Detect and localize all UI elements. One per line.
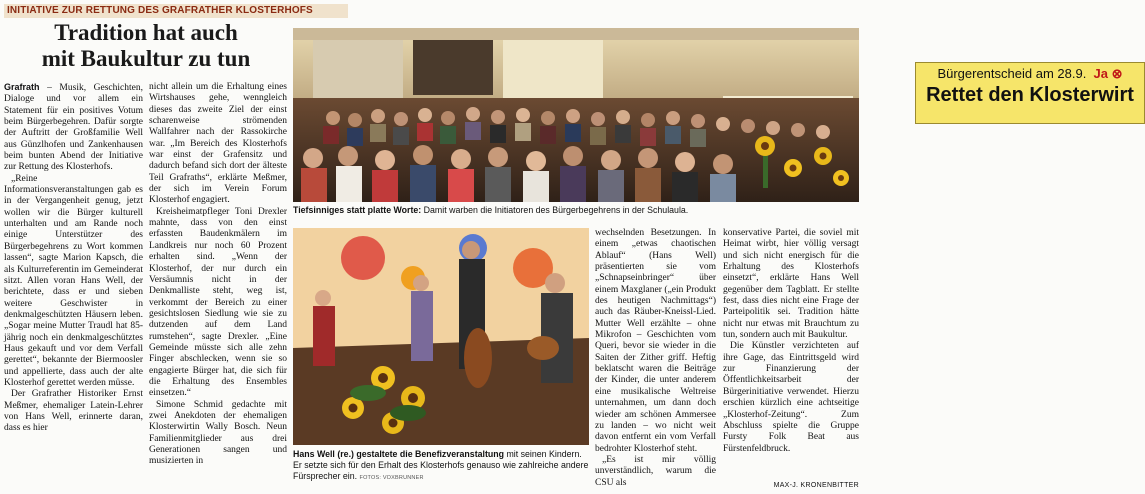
paragraph: Die Künstler verzichteten auf ihre Gage, das Eintrittsgeld wird zur Finanzierung der Öffentlichkeitsarbeit der Bürgerinitiative verwendet. Hierzu erschien kürzlich eine achtseitige „Klosterhof-Zeitung“. Zum Abschluss spielte die Gruppe Fursty Folk Beat aus Fürstenfeldbruck. [723,341,859,454]
musicians-photo-drawing [293,228,589,445]
paragraph: „Reine Informationsveranstaltungen gab es in der Vergangenheit genug, jetzt wollen wir die Bürger kulturell unterhalten und am Rande noch einige Unterstützer des Bürgerbegehrens zu Wort kommen lassen“, sagte Marion Kapsch, die als Kulturreferentin im Gemeinderat sitzt. Allen voran Hans Well, der berichtete, dass er und sieben weitere Geschwister in denkmalgeschützten Häusern leben. „Sogar meine Mutter Traudl hat 85-jährig noch ein denkmalgeschütztes Haus gekauft und vor dem Verfall gerettet“, bekannte der Biermoosler und appellierte, dass auch der alte Klosterhof gerettet werden müsse. [4,173,143,388]
headline-line-2: mit Baukultur zu tun [41,46,251,71]
banner-ja: Ja [1093,66,1109,81]
audience-photo-drawing [293,28,859,202]
banner-line-1: Bürgerentscheid am 28.9. Ja ⊗ [937,66,1123,81]
paragraph: Simone Schmid gedachte mit zwei Anekdoten der ehemaligen Klosterwirtin Wally Bosch. Neun Familienmitglieder aus drei Generationen sangen und musizierten in [149,399,287,467]
paragraph: Kreisheimatpfleger Toni Drexler mahnte, dass von den einst erfassten Baudenkmälern im Landkreis nur noch 60 Prozent erhalten sind. „Wenn der Klosterhof, der nur durch ein Versäumnis nicht in der Denkmalliste steht, weg ist, verkommt der Bereich zu einer gesichtslosen Siedlung wie sie zu dutzenden auf dem Land rumstehen“, sagte Drexler. „Eine Gemeinde müsste sich alle zehn Finger abschlecken, wenn sie so engagierte Bürger hat, die sich für die Erhaltung des Ensembles einsetzen.“ [149,206,287,399]
paragraph: konservative Partei, die soviel mit Heimat wirbt, hier völlig versagt und sich nicht energisch für die Erhaltung des Klosterhofs einsetzt“, erklärte Hans Well gegenüber dem Tagblatt. Er stellte fest, dass dies nicht eine Frage der Parteipolitik sei. Tradition hätte nicht nur etwas mit Brauchtum zu tun, sondern auch mit Baukultur. [723,228,859,341]
photo1-caption: Tiefsinniges statt platte Worte: Damit warben die Initiatoren des Bürgerbegehrens in der Schulaula. [293,205,689,215]
audience-photo [293,28,1134,202]
paragraph: Grafrath – Musik, Geschichten, Dialoge und vor allem ein Statement für ein positives Votum beim Bürgerbegehren. Dafür sorgte der Auftritt der Großfamilie Well aus Günzlhofen und Zankenhausen beim bunten Abend der Initiative zur Rettung des Klosterhofs. [4,82,143,173]
author-byline: MAX-J. KRONENBITTER [773,482,859,489]
campaign-banner [915,62,1145,124]
paragraph: wechselnden Besetzungen. In einem „etwas chaotischen Ablauf“ (Hans Well) präsentierten sie vom „Schnapseinbringer“ über einem Maxglaner („ein Produkt des heutigen Nachmittags“) auch das Räuber-Kneissl-Lied. Mutter Well erzählte – ohne Mikrofon – Geschichten vom Queri, bevor sie wieder in die Saiten der Zither griff. Heftig beklatscht waren die Beiträge der Kinder, die unter anderem eine musikalische Weltreise unternahmen, um dann doch wieder am schönen Ammersee zu landen – wo nicht weit davon entfernt ein vom Verfall bedrohter Klosterhof steht. [595,228,716,454]
headline-line-1: Tradition hat auch [54,20,238,45]
photo2-caption: Hans Well (re.) gestaltete die Benefizveranstaltung mit seinen Kindern. Er setzte sich für den Erhalt des Klosterhofs genauso wie zahlreiche andere Fürsprecher ein. FOTOS: VOXBRUNNER [293,449,589,481]
musicians-photo [293,228,589,445]
section-kicker: INITIATIVE ZUR RETTUNG DES GRAFRATHER KLOSTERHOFS [4,4,348,18]
article-column-2 [149,82,287,494]
cross-mark-icon: ⊗ [1111,66,1123,81]
paragraph: nicht allein um die Erhaltung eines Wirtshauses gehe, wenngleich dieses das zweite Ziel der einst scharenweise strömenden Wallfahrer nach der Rassokirche war. „Im Bereich des Klosterhofs war einst der Grafensitz und dadurch befand sich dort der älteste Teil Grafraths“, erklärte Meßmer, der sich im Verein Forum Klosterhof engagiert. [149,82,287,206]
paragraph: Der Grafrather Historiker Ernst Meßmer, ehemaliger Latein-Lehrer von Hans Well, erinnerte daran, dass es hier [4,389,143,434]
dateline: Grafrath [4,82,40,92]
headline [4,20,288,72]
article-column-1 [4,82,143,494]
article-column-3 [595,228,716,494]
banner-line-2: Rettet den Klosterwirt [926,84,1134,106]
photo-credit: FOTOS: VOXBRUNNER [359,475,424,481]
paragraph: „Es ist mir völlig unverständlich, warum die CSU als [595,454,716,488]
article-column-4 [723,228,859,494]
